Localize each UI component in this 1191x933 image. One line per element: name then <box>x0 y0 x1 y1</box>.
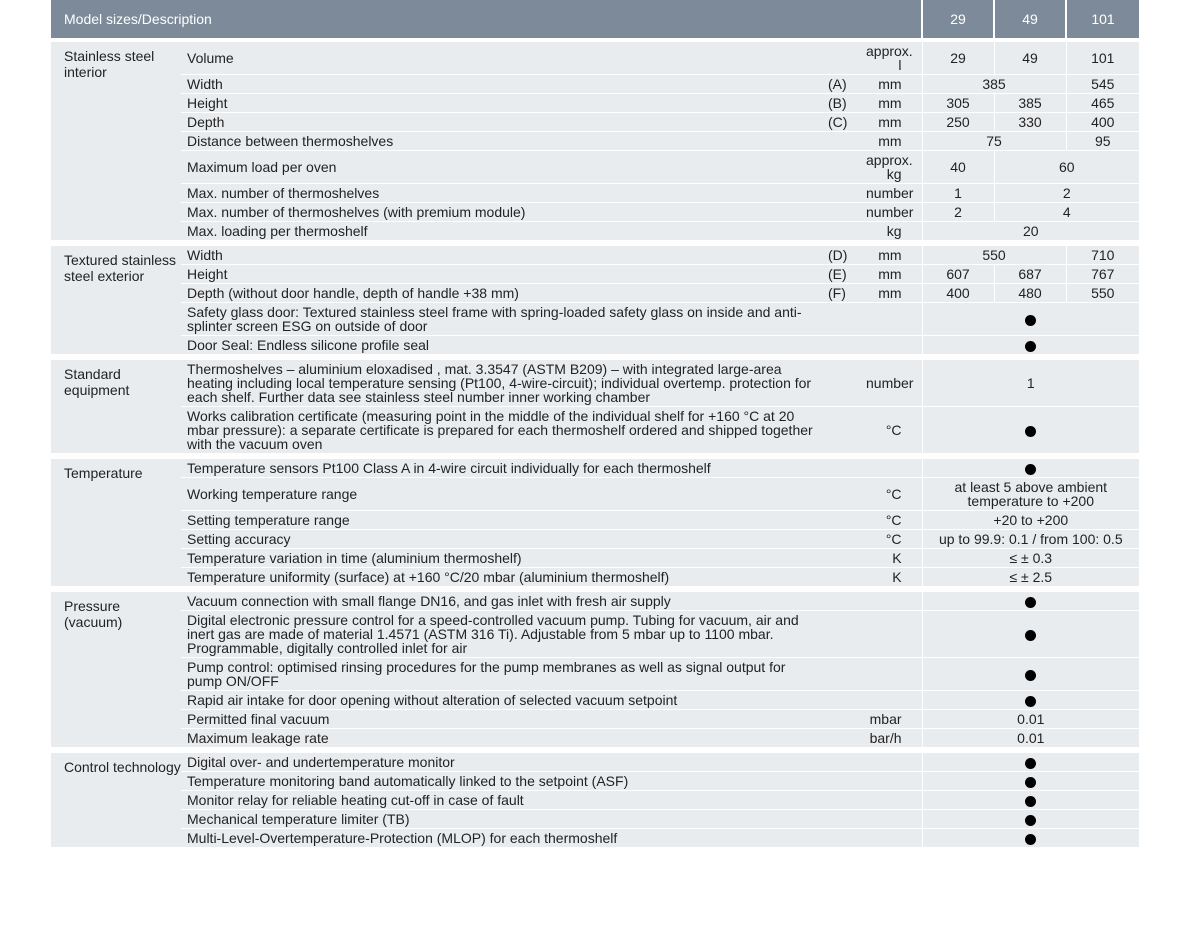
row-description: Digital over- and undertemperature monitor <box>181 753 826 772</box>
row-unit <box>866 791 922 810</box>
value-cell: 550 <box>1066 284 1139 303</box>
category-pressure-vacuum: Pressure (vacuum) <box>51 592 181 748</box>
row-reference <box>826 791 866 810</box>
row-description: Temperature uniformity (surface) at +160 °C/20 mbar (aluminium thermoshelf) <box>181 568 826 587</box>
row-reference <box>826 568 866 587</box>
table-row <box>51 530 1139 549</box>
value-cell: 4 <box>994 203 1139 222</box>
table-row <box>51 132 1139 151</box>
value-cell: 2 <box>994 184 1139 203</box>
row-description: Height <box>181 94 826 113</box>
category-temperature: Temperature <box>51 459 181 587</box>
table-row <box>51 246 1139 265</box>
row-description: Multi-Level-Overtemperature-Protection (MLOP) for each thermoshelf <box>181 829 826 848</box>
bullet-cell <box>922 407 1139 454</box>
row-unit: °C <box>866 511 922 530</box>
row-reference: (B) <box>826 94 866 113</box>
row-description: Max. loading per thermoshelf <box>181 222 826 241</box>
table-row <box>51 710 1139 729</box>
row-unit: mm <box>866 132 922 151</box>
value-cell: 20 <box>922 222 1139 241</box>
bullet-icon <box>1025 815 1036 826</box>
row-unit <box>866 592 922 611</box>
table-row <box>51 829 1139 848</box>
table-row <box>51 94 1139 113</box>
row-description: Permitted final vacuum <box>181 710 826 729</box>
bullet-icon <box>1025 630 1036 641</box>
table-row <box>51 549 1139 568</box>
row-reference <box>826 478 866 511</box>
row-reference <box>826 203 866 222</box>
value-cell: 687 <box>994 265 1066 284</box>
row-unit <box>866 810 922 829</box>
bullet-cell <box>922 303 1139 336</box>
table-row <box>51 459 1139 478</box>
row-reference: (E) <box>826 265 866 284</box>
table-row <box>51 658 1139 691</box>
row-description: Monitor relay for reliable heating cut-off in case of fault <box>181 791 826 810</box>
value-cell: 40 <box>922 151 994 184</box>
row-description: Setting temperature range <box>181 511 826 530</box>
bullet-cell <box>922 772 1139 791</box>
value-cell: ≤ ± 2.5 <box>922 568 1139 587</box>
value-cell: 330 <box>994 113 1066 132</box>
row-reference <box>826 459 866 478</box>
row-description: Works calibration certificate (measuring point in the middle of the individual shelf for +160 °C at 20 mbar pressure): a separate certificate is prepared for each thermoshelf ordered and shipped together with the vacuum oven <box>181 407 826 454</box>
bullet-cell <box>922 592 1139 611</box>
value-cell: 607 <box>922 265 994 284</box>
value-cell: 2 <box>922 203 994 222</box>
row-unit: mm <box>866 94 922 113</box>
value-cell: 305 <box>922 94 994 113</box>
row-unit: K <box>866 549 922 568</box>
bullet-cell <box>922 753 1139 772</box>
table-row <box>51 336 1139 355</box>
row-reference <box>826 151 866 184</box>
row-unit <box>866 303 922 336</box>
table-row <box>51 265 1139 284</box>
row-unit <box>866 691 922 710</box>
row-description: Width <box>181 75 826 94</box>
table-row <box>51 772 1139 791</box>
table-row <box>51 151 1139 184</box>
row-unit: K <box>866 568 922 587</box>
row-reference: (D) <box>826 246 866 265</box>
row-unit: °C <box>866 530 922 549</box>
row-unit: bar/h <box>866 729 922 748</box>
bullet-icon <box>1025 796 1036 807</box>
row-reference <box>826 729 866 748</box>
bullet-cell <box>922 459 1139 478</box>
bullet-cell <box>922 791 1139 810</box>
value-cell: 385 <box>922 75 1066 94</box>
row-reference <box>826 710 866 729</box>
row-description: Width <box>181 246 826 265</box>
table-row <box>51 184 1139 203</box>
spec-sheet <box>51 0 1139 848</box>
row-reference <box>826 611 866 658</box>
row-unit <box>866 772 922 791</box>
row-unit: mm <box>866 265 922 284</box>
row-unit: mbar <box>866 710 922 729</box>
value-cell: 1 <box>922 184 994 203</box>
value-cell: 550 <box>922 246 1066 265</box>
row-reference <box>826 810 866 829</box>
row-description: Vacuum connection with small flange DN16, and gas inlet with fresh air supply <box>181 592 826 611</box>
table-row <box>51 592 1139 611</box>
value-cell: 0.01 <box>922 710 1139 729</box>
category-stainless-steel-interior: Stainless steel interior <box>51 40 181 241</box>
value-cell: 545 <box>1066 75 1139 94</box>
table-row <box>51 568 1139 587</box>
row-description: Working temperature range <box>181 478 826 511</box>
row-description: Depth <box>181 113 826 132</box>
row-reference <box>826 222 866 241</box>
row-description: Height <box>181 265 826 284</box>
row-unit: number <box>866 203 922 222</box>
value-cell: 385 <box>994 94 1066 113</box>
row-description: Max. number of thermoshelves <box>181 184 826 203</box>
row-reference <box>826 691 866 710</box>
value-cell: 95 <box>1066 132 1139 151</box>
row-unit: mm <box>866 75 922 94</box>
category-textured-stainless-steel-exterior: Textured stainless steel exterior <box>51 246 181 355</box>
row-unit <box>866 753 922 772</box>
bullet-cell <box>922 810 1139 829</box>
row-description: Maximum load per oven <box>181 151 826 184</box>
value-cell: 101 <box>1066 40 1139 75</box>
row-unit <box>866 829 922 848</box>
bullet-icon <box>1025 696 1036 707</box>
header-title: Model sizes/Description <box>51 0 922 40</box>
table-row <box>51 611 1139 658</box>
row-unit: mm <box>866 284 922 303</box>
bullet-icon <box>1025 341 1036 352</box>
row-reference <box>826 184 866 203</box>
row-unit <box>866 459 922 478</box>
row-unit: °C <box>866 478 922 511</box>
row-reference <box>826 592 866 611</box>
table-row <box>51 284 1139 303</box>
row-reference: (A) <box>826 75 866 94</box>
row-reference <box>826 658 866 691</box>
bullet-icon <box>1025 426 1036 437</box>
bullet-cell <box>922 691 1139 710</box>
table-row <box>51 511 1139 530</box>
value-cell: 767 <box>1066 265 1139 284</box>
table-row <box>51 360 1139 407</box>
bullet-icon <box>1025 777 1036 788</box>
row-unit: number <box>866 184 922 203</box>
table-row <box>51 75 1139 94</box>
row-description: Rapid air intake for door opening without alteration of selected vacuum setpoint <box>181 691 826 710</box>
value-cell: +20 to +200 <box>922 511 1139 530</box>
header-size-101: 101 <box>1066 0 1139 40</box>
row-reference <box>826 40 866 75</box>
row-unit <box>866 611 922 658</box>
value-cell: 1 <box>922 360 1139 407</box>
row-unit <box>866 658 922 691</box>
header-size-49: 49 <box>994 0 1066 40</box>
value-cell: 29 <box>922 40 994 75</box>
table-row <box>51 203 1139 222</box>
row-unit: mm <box>866 246 922 265</box>
table-row <box>51 407 1139 454</box>
row-reference <box>826 772 866 791</box>
row-description: Door Seal: Endless silicone profile seal <box>181 336 826 355</box>
value-cell: 75 <box>922 132 1066 151</box>
table-row <box>51 40 1139 75</box>
table-row <box>51 113 1139 132</box>
table-row <box>51 691 1139 710</box>
row-unit <box>866 336 922 355</box>
header-size-29: 29 <box>922 0 994 40</box>
row-unit: approx. kg <box>866 151 922 184</box>
header-row <box>51 0 1139 40</box>
row-reference: (F) <box>826 284 866 303</box>
row-reference <box>826 530 866 549</box>
row-reference: (C) <box>826 113 866 132</box>
table-row <box>51 729 1139 748</box>
value-cell: 465 <box>1066 94 1139 113</box>
table-row <box>51 753 1139 772</box>
bullet-cell <box>922 829 1139 848</box>
value-cell: 250 <box>922 113 994 132</box>
table-row <box>51 810 1139 829</box>
row-unit: mm <box>866 113 922 132</box>
bullet-cell <box>922 336 1139 355</box>
row-reference <box>826 407 866 454</box>
row-description: Distance between thermoshelves <box>181 132 826 151</box>
spec-table <box>51 0 1139 848</box>
bullet-icon <box>1025 464 1036 475</box>
bullet-icon <box>1025 834 1036 845</box>
value-cell: 0.01 <box>922 729 1139 748</box>
bullet-cell <box>922 611 1139 658</box>
value-cell: at least 5 above ambient temperature to +200 <box>922 478 1139 511</box>
row-reference <box>826 511 866 530</box>
bullet-icon <box>1025 315 1036 326</box>
value-cell: 400 <box>1066 113 1139 132</box>
row-description: Depth (without door handle, depth of handle +38 mm) <box>181 284 826 303</box>
row-description: Max. number of thermoshelves (with premium module) <box>181 203 826 222</box>
value-cell: 60 <box>994 151 1139 184</box>
row-description: Volume <box>181 40 826 75</box>
row-reference <box>826 132 866 151</box>
row-description: Maximum leakage rate <box>181 729 826 748</box>
row-unit: approx. l <box>866 40 922 75</box>
row-reference <box>826 753 866 772</box>
bullet-icon <box>1025 758 1036 769</box>
row-description: Temperature variation in time (aluminium thermoshelf) <box>181 549 826 568</box>
row-unit: number <box>866 360 922 407</box>
row-reference <box>826 829 866 848</box>
value-cell: ≤ ± 0.3 <box>922 549 1139 568</box>
value-cell: 480 <box>994 284 1066 303</box>
bullet-icon <box>1025 597 1036 608</box>
row-reference <box>826 360 866 407</box>
row-description: Temperature monitoring band automatically linked to the setpoint (ASF) <box>181 772 826 791</box>
row-reference <box>826 336 866 355</box>
bullet-icon <box>1025 670 1036 681</box>
table-row <box>51 303 1139 336</box>
value-cell: 710 <box>1066 246 1139 265</box>
row-description: Digital electronic pressure control for a speed-controlled vacuum pump. Tubing for vacuum, air and inert gas are made of material 1.4571 (ASTM 316 Ti). Adjustable from 5 mbar up to 1100 mbar. Programmable, digitally controlled inlet for air <box>181 611 826 658</box>
row-unit: °C <box>866 407 922 454</box>
table-row <box>51 222 1139 241</box>
value-cell: 49 <box>994 40 1066 75</box>
category-control-technology: Control technology <box>51 753 181 848</box>
value-cell: up to 99.9: 0.1 / from 100: 0.5 <box>922 530 1139 549</box>
row-description: Setting accuracy <box>181 530 826 549</box>
table-row <box>51 791 1139 810</box>
value-cell: 400 <box>922 284 994 303</box>
row-unit: kg <box>866 222 922 241</box>
row-description: Pump control: optimised rinsing procedures for the pump membranes as well as signal output for pump ON/OFF <box>181 658 826 691</box>
category-standard-equipment: Standard equipment <box>51 360 181 454</box>
row-description: Mechanical temperature limiter (TB) <box>181 810 826 829</box>
row-description: Thermoshelves – aluminium eloxadised , mat. 3.3547 (ASTM B209) – with integrated large-area heating including local temperature sensing (Pt100, 4-wire-circuit); individual overtemp. protection for each shelf. Further data see stainless steel number inner working chamber <box>181 360 826 407</box>
spec-body <box>51 40 1139 848</box>
row-reference <box>826 303 866 336</box>
row-description: Safety glass door: Textured stainless steel frame with spring-loaded safety glass on inside and anti-splinter screen ESG on outside of door <box>181 303 826 336</box>
bullet-cell <box>922 658 1139 691</box>
row-description: Temperature sensors Pt100 Class A in 4-wire circuit individually for each thermoshelf <box>181 459 826 478</box>
row-reference <box>826 549 866 568</box>
table-row <box>51 478 1139 511</box>
